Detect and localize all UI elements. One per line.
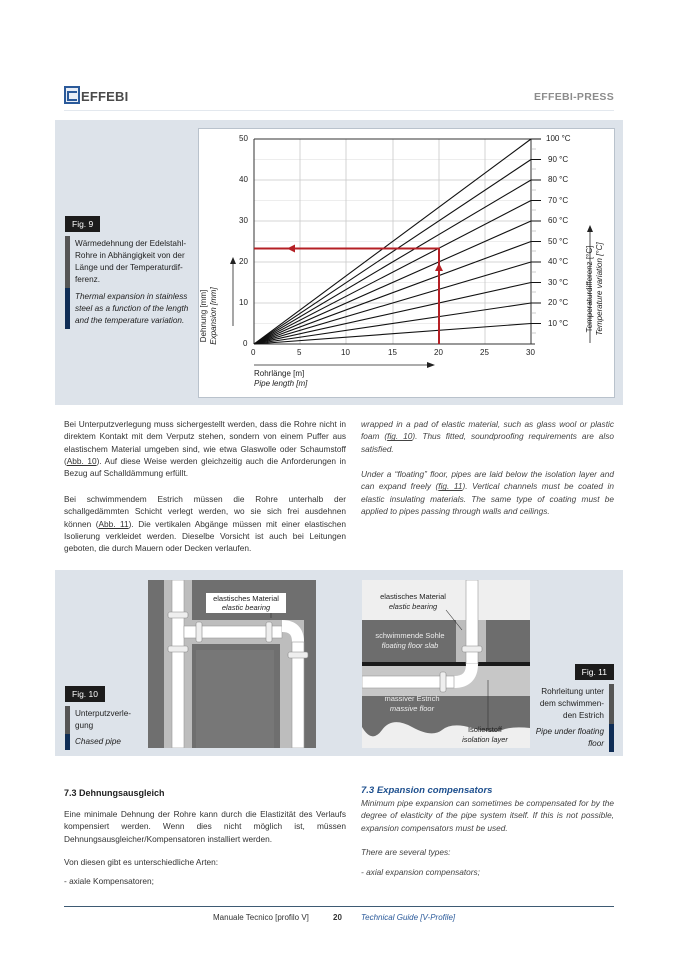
- fig10-tag: Fig. 10: [65, 686, 105, 702]
- fig11-caption: [532, 662, 614, 752]
- fig11-floor-slab-label: schwimmende Sohle floating floor slab: [375, 631, 445, 650]
- section-de-paragraph-1: Eine minimale Dehnung der Rohre kann durch die Elastizität des Verlaufs kompensiert werden. Wenn dies nicht möglich ist, müssen Dehnungsausgleicher/Kompensatoren installiert werden.: [64, 809, 346, 844]
- fig9-tag: Fig. 9: [65, 216, 100, 232]
- y-tick: 40: [239, 175, 248, 184]
- x-tick: 5: [297, 348, 302, 357]
- section-heading-en: 7.3 Expansion compensators: [361, 785, 493, 796]
- fig11-massive-floor-label: massiver Estrich massive floor: [384, 694, 440, 713]
- y-tick: 10: [239, 298, 248, 307]
- fig10-illustration: [148, 580, 316, 748]
- page-number: 20: [333, 913, 342, 922]
- fig11-isolation-label: Isolierstoff isolation layer: [462, 725, 508, 744]
- x-axis-label-en: Pipe length [m]: [254, 379, 308, 388]
- section-de-list-item: - axiale Kompensatoren;: [64, 876, 154, 886]
- fig10-caption-de: Unterputzverle-gung: [65, 706, 141, 734]
- section-en-paragraph-2: There are several types:: [361, 847, 451, 857]
- fig11-bearing-label: elastisches Material elastic bearing: [380, 592, 446, 611]
- logo-text: EFFEBI: [81, 89, 129, 104]
- x-tick: 10: [341, 348, 350, 357]
- body-en-paragraph-2: Under a “floating” floor, pipes are laid below the isolation layer and can expand freely (fig. 11). Vertical channels must be coated in elastic insulating materials. The same type of coating must be applied to pipes passing through walls and ceilings.: [361, 469, 614, 516]
- brand-right: EFFEBI-PRESS: [533, 91, 614, 103]
- y-tick: 20: [239, 257, 248, 266]
- series-label: 70 °C: [548, 196, 569, 205]
- temp-axis-label: Temperaturdifferenz [°C] Temperature variation [°C]: [585, 242, 604, 336]
- series-label: 30 °C: [548, 278, 569, 287]
- series-label: 90 °C: [548, 155, 569, 164]
- series-label: 60 °C: [548, 216, 569, 225]
- section-en-paragraph-1: Minimum pipe expansion can sometimes be compensated for by the degree of elasticity of the pipe system itself. If this is not possible, expansion compensators must be used.: [361, 798, 614, 833]
- fig11-caption-en: Pipe under floating floor: [532, 724, 614, 752]
- section-heading-de: 7.3 Dehnungsausgleich: [64, 788, 165, 798]
- body-de-paragraph-1: Bei Unterputzverlegung muss sichergestellt werden, dass die Rohre nicht in direktem Kontakt mit dem Verputz stehen, sondern von einem Puffer aus elastischem Material umgeben sind, wie etwa Glaswolle oder Schaumstoff (Abb. 10). Auf diese Weise werden gleichzeitig auch die Anforderungen in Bezug auf Schalldämmung erfüllt.: [64, 419, 346, 479]
- section-de-paragraph-2: Von diesen gibt es unterschiedliche Arten:: [64, 857, 219, 867]
- fig11-caption-de: Rohrleitung unter dem schwimmen-den Estrich: [532, 684, 614, 724]
- fig9-chart-box: [198, 128, 615, 398]
- fig10-bearing-label: elastisches Material elastic bearing: [206, 593, 286, 613]
- fig10-link[interactable]: fig. 10: [387, 431, 413, 442]
- footer-divider: [64, 906, 614, 907]
- fig9-caption-de: Wärmedehnung der Edelstahl-Rohre in Abhängigkeit von der Länge und der Temperaturdif-ferenz.: [65, 236, 193, 288]
- fig9-caption: [65, 214, 193, 329]
- fig11-link[interactable]: fig. 11: [438, 481, 463, 492]
- fig11-link[interactable]: Abb. 11: [98, 518, 129, 529]
- x-tick: 30: [526, 348, 535, 357]
- footer-left: Manuale Tecnico [profilo V]: [213, 913, 309, 922]
- x-axis-label: Rohrlänge [m]: [254, 369, 305, 378]
- y-tick: 0: [243, 339, 248, 348]
- fig10-caption: [65, 684, 141, 750]
- footer-right: Technical Guide [V-Profile]: [361, 913, 456, 922]
- fig11-illustration: [362, 580, 530, 748]
- logo-mark-icon: [64, 86, 80, 104]
- effebi-logo: [64, 82, 128, 104]
- section-en-list-item: - axial expansion compensators;: [361, 867, 480, 877]
- x-tick: 20: [434, 348, 443, 357]
- x-tick: 25: [480, 348, 489, 357]
- series-label: 20 °C: [548, 298, 569, 307]
- x-tick: 0: [251, 348, 256, 357]
- series-label: 50 °C: [548, 237, 569, 246]
- header-divider: [64, 110, 614, 111]
- body-en-paragraph-1: wrapped in a pad of elastic material, such as glass wool or plastic foam (fig. 10). Thus fitted, soundproofing requirements are also satisfied.: [361, 419, 614, 454]
- fig10-caption-en: Chased pipe: [65, 734, 141, 750]
- fig9-caption-en: Thermal expansion in stainless steel as a function of the length and the temperature variation.: [65, 288, 193, 329]
- y-tick: 50: [239, 134, 248, 143]
- fig10-link[interactable]: Abb. 10: [66, 455, 97, 466]
- y-tick: 30: [239, 216, 248, 225]
- series-label: 10 °C: [548, 319, 569, 328]
- body-de-paragraph-2: Bei schwimmendem Estrich müssen die Rohre unterhalb der schallgedämmten Schicht verlegt werden, wo sie sich frei ausdehnen können (Abb. 11). Die vertikalen Abgänge müssen mit einer elastischen Isolierung verkleidet werden. Dieselbe Vorsicht ist auch bei Leitungen geboten, die durch Mauern oder Decken verlaufen.: [64, 494, 346, 554]
- series-label: 80 °C: [548, 175, 569, 184]
- series-label: 40 °C: [548, 257, 569, 266]
- x-tick: 15: [388, 348, 397, 357]
- series-label: 100 °C: [546, 134, 571, 143]
- y-axis-label: Dehnung [mm] Expansion [mm]: [199, 287, 218, 345]
- fig11-tag: Fig. 11: [575, 664, 614, 680]
